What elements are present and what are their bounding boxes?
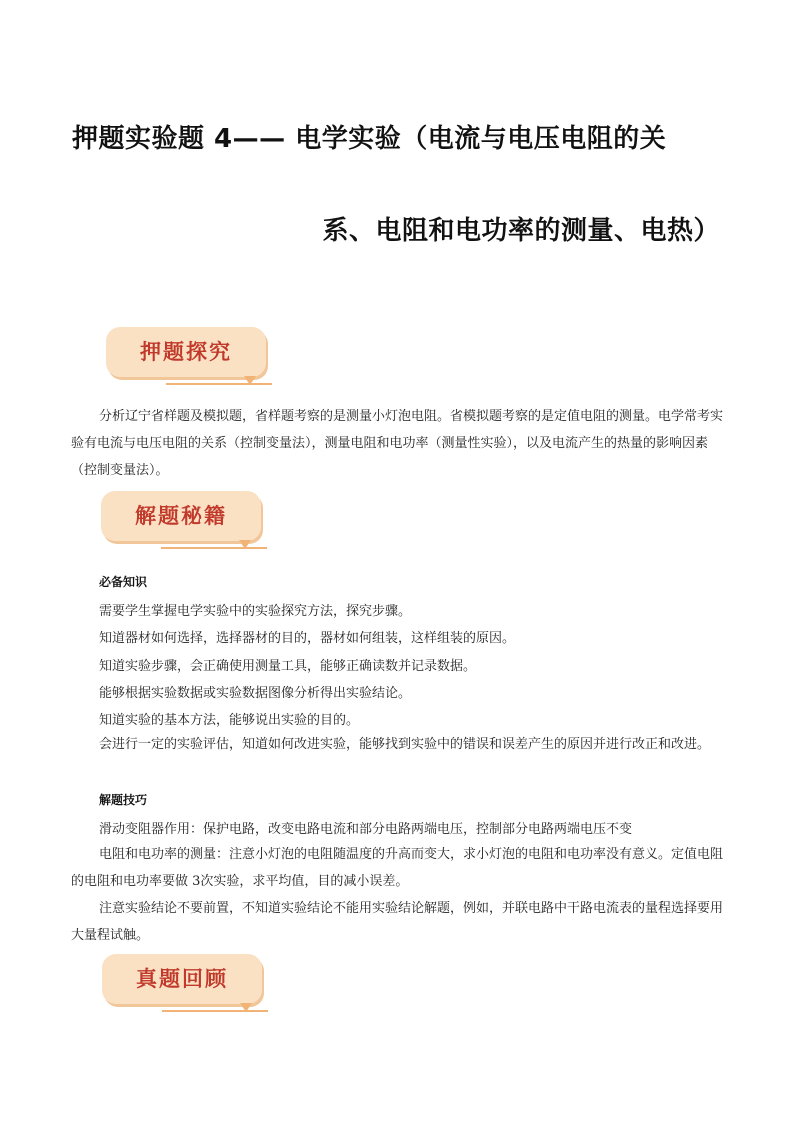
skills-item: 滑动变阻器作用：保护电路，改变电路电流和部分电路两端电压，控制部分电路两端电压不变 [99,822,633,837]
knowledge-item: 知道实验的基本方法，能够说出实验的目的。 [99,713,360,728]
knowledge-heading: 必备知识 [99,575,148,589]
section-title-explore: 押题探究 [140,340,232,364]
section-banner-review [102,954,270,1016]
knowledge-item: 能够根据实验数据或实验数据图像分析得出实验结论。 [99,686,412,701]
skills-item: 电阻和电功率的测量：注意小灯泡的电阻随温度的升高而变大，求小灯泡的电阻和电功率没有意义。定值电阻的电阻和电功率要做 3次实验，求平均值，目的减小误差。 [71,847,724,889]
knowledge-item: 会进行一定的实验评估，知道如何改进实验，能够找到实验中的错误和误差产生的原因并进行改正和改进。 [99,737,711,752]
skills-item: 注意实验结论不要前置，不知道实验结论不能用实验结论解题，例如，并联电路中干路电流表的量程选择要用大量程试触。 [71,901,724,943]
explore-paragraph: 分析辽宁省样题及模拟题，省样题考察的是测量小灯泡电阻。省模拟题考察的是定值电阻的测量。电学常考实验有电流与电压电阻的关系（控制变量法），测量电阻和电功率（测量性实验），以及电流产生的热量的影响因素（控制变量法）。 [71,409,724,478]
page-title-line-1: 押题实验题 4—— 电学实验（电流与电压电阻的关 [72,124,667,154]
knowledge-item: 知道实验步骤，会正确使用测量工具，能够正确读数并记录数据。 [99,659,477,674]
section-title-secrets: 解题秘籍 [135,504,227,528]
banner-tail-icon [240,1003,252,1012]
page-title-line-2: 系、电阻和电功率的测量、电热） [322,216,720,246]
skills-heading: 解题技巧 [99,793,148,807]
section-banner-explore [106,327,274,389]
knowledge-item: 需要学生掌握电学实验中的实验探究方法，探究步骤。 [99,604,412,619]
knowledge-item: 知道器材如何选择，选择器材的目的，器材如何组装，这样组装的原因。 [99,631,516,646]
banner-underline [162,1010,268,1012]
section-banner-secrets [101,491,269,553]
banner-underline [161,547,267,549]
banner-tail-icon [239,540,251,549]
section-title-review: 真题回顾 [136,967,228,991]
banner-underline [166,383,272,385]
banner-tail-icon [244,376,256,385]
